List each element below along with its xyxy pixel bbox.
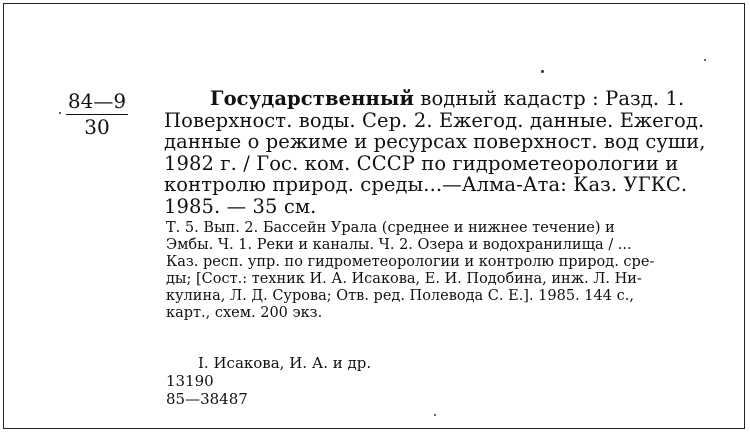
card-number: 13190	[166, 372, 214, 390]
scan-speck	[434, 414, 436, 416]
note-line: ды; [Сост.: техник И. А. Исакова, Е. И. Подобина, инж. Л. Ни-	[166, 271, 642, 287]
card-notes	[166, 220, 701, 322]
shelf-mark-top: 84—9	[67, 89, 127, 113]
shelf-mark	[62, 90, 132, 138]
registration-code: 85—38487	[166, 390, 248, 408]
scan-speck	[59, 112, 61, 114]
bibliographic-description	[164, 88, 704, 217]
description-line: 1985. — 35 см.	[164, 194, 317, 218]
tracing-entry: I. Исакова, И. А. и др.	[198, 354, 372, 372]
note-line: Эмбы. Ч. 1. Реки и каналы. Ч. 2. Озера и водохранилища / ...	[166, 237, 632, 253]
description-line	[164, 88, 704, 110]
catalog-card	[3, 3, 745, 429]
scan-speck	[541, 70, 544, 73]
note-line: Т. 5. Вып. 2. Бассейн Урала (среднее и нижнее течение) и	[166, 220, 615, 236]
description-line: 1982 г. / Гос. ком. СССР по гидрометеорологии и	[164, 151, 679, 175]
description-line: данные о режиме и ресурсах поверхност. вод суши,	[164, 130, 706, 153]
note-line: карт., схем. 200 экз.	[166, 305, 323, 321]
description-line: Поверхност. воды. Сер. 2. Ежегод. данные. Ежегод.	[164, 108, 705, 132]
note-line: Каз. респ. упр. по гидрометеорологии и контролю природ. сре-	[166, 254, 655, 270]
scan-speck	[704, 59, 706, 61]
title-rest: водный кадастр : Разд. 1.	[420, 87, 685, 110]
note-line: кулина, Л. Д. Сурова; Отв. ред. Полевода С. Е.]. 1985. 144 с.,	[166, 288, 634, 304]
card-tracing	[166, 354, 371, 408]
description-line: контролю природ. среды...—Алма-Ата: Каз. УГКС.	[164, 173, 688, 196]
title-bold: Государственный	[210, 87, 415, 110]
shelf-mark-bottom: 30	[84, 115, 110, 139]
